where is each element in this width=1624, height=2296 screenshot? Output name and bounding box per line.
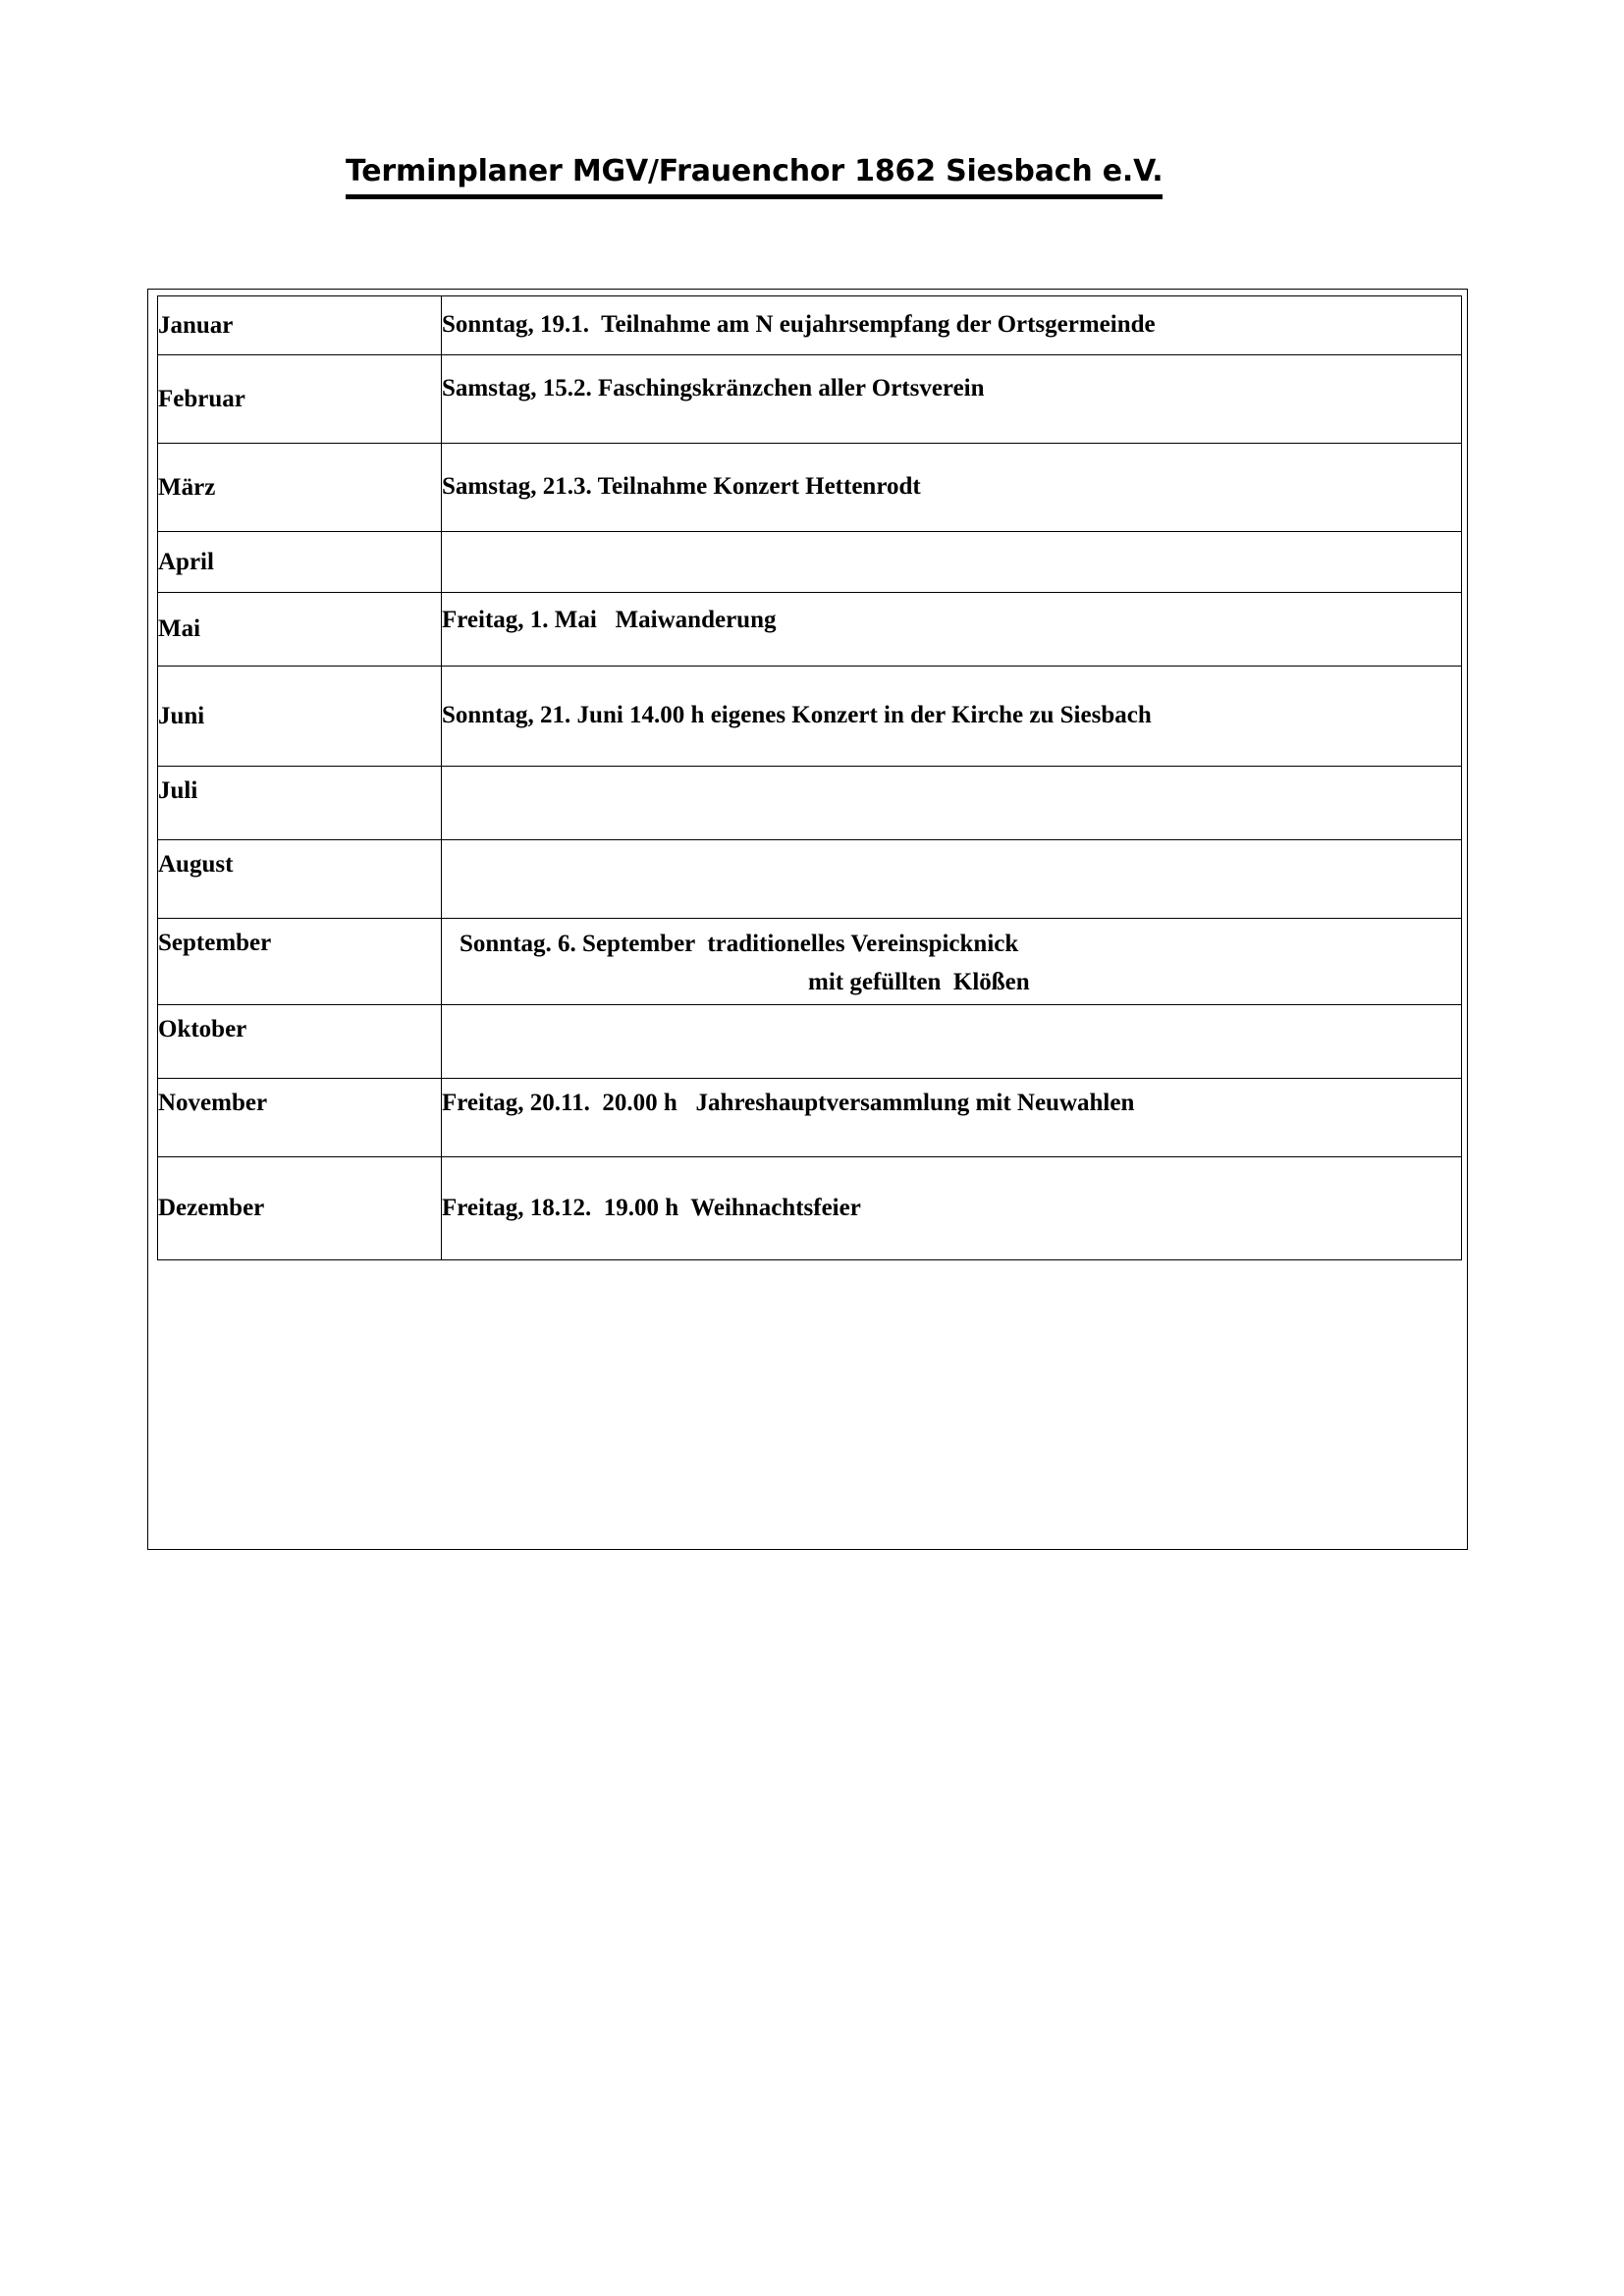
event-text-september-line2: mit gefüllten Klößen	[808, 968, 1030, 995]
event-text-maerz: Samstag, 21.3. Teilnahme Konzert Hettenrodt	[442, 444, 1462, 532]
month-label-februar: Februar	[158, 355, 442, 444]
event-text-oktober	[442, 1005, 1462, 1079]
month-label-dezember: Dezember	[158, 1157, 442, 1260]
event-text-november: Freitag, 20.11. 20.00 h Jahreshauptversammlung mit Neuwahlen	[442, 1079, 1462, 1157]
event-text-dezember: Freitag, 18.12. 19.00 h Weihnachtsfeier	[442, 1157, 1462, 1260]
event-text-februar: Samstag, 15.2. Faschingskränzchen aller Ortsverein	[442, 355, 1462, 444]
table-row	[158, 667, 1462, 767]
table-row	[158, 593, 1462, 667]
month-label-oktober: Oktober	[158, 1005, 442, 1079]
month-label-januar: Januar	[158, 296, 442, 355]
event-text-april	[442, 532, 1462, 593]
event-text-september	[442, 919, 1462, 1005]
month-label-september: September	[158, 919, 442, 1005]
table-row	[158, 1005, 1462, 1079]
event-text-januar: Sonntag, 19.1. Teilnahme am N eujahrsempfang der Ortsgermeinde	[442, 296, 1462, 355]
event-text-august	[442, 840, 1462, 919]
table-row	[158, 1079, 1462, 1157]
schedule-table-frame	[147, 289, 1468, 1550]
event-text-september-line1: Sonntag. 6. September traditionelles Vereinspicknick	[460, 931, 1019, 957]
page-title: Terminplaner MGV/Frauenchor 1862 Siesbach e.V.	[346, 155, 1163, 199]
event-text-juni: Sonntag, 21. Juni 14.00 h eigenes Konzert in der Kirche zu Siesbach	[442, 667, 1462, 767]
event-text-mai: Freitag, 1. Mai Maiwanderung	[442, 593, 1462, 667]
schedule-table	[157, 295, 1462, 1260]
table-row	[158, 532, 1462, 593]
event-text-juli	[442, 767, 1462, 840]
table-row	[158, 444, 1462, 532]
month-label-juni: Juni	[158, 667, 442, 767]
table-row	[158, 919, 1462, 1005]
table-row	[158, 840, 1462, 919]
month-label-august: August	[158, 840, 442, 919]
month-label-november: November	[158, 1079, 442, 1157]
table-row	[158, 355, 1462, 444]
table-row	[158, 296, 1462, 355]
month-label-juli: Juli	[158, 767, 442, 840]
table-row	[158, 1157, 1462, 1260]
month-label-maerz: März	[158, 444, 442, 532]
month-label-april: April	[158, 532, 442, 593]
table-row	[158, 767, 1462, 840]
month-label-mai: Mai	[158, 593, 442, 667]
